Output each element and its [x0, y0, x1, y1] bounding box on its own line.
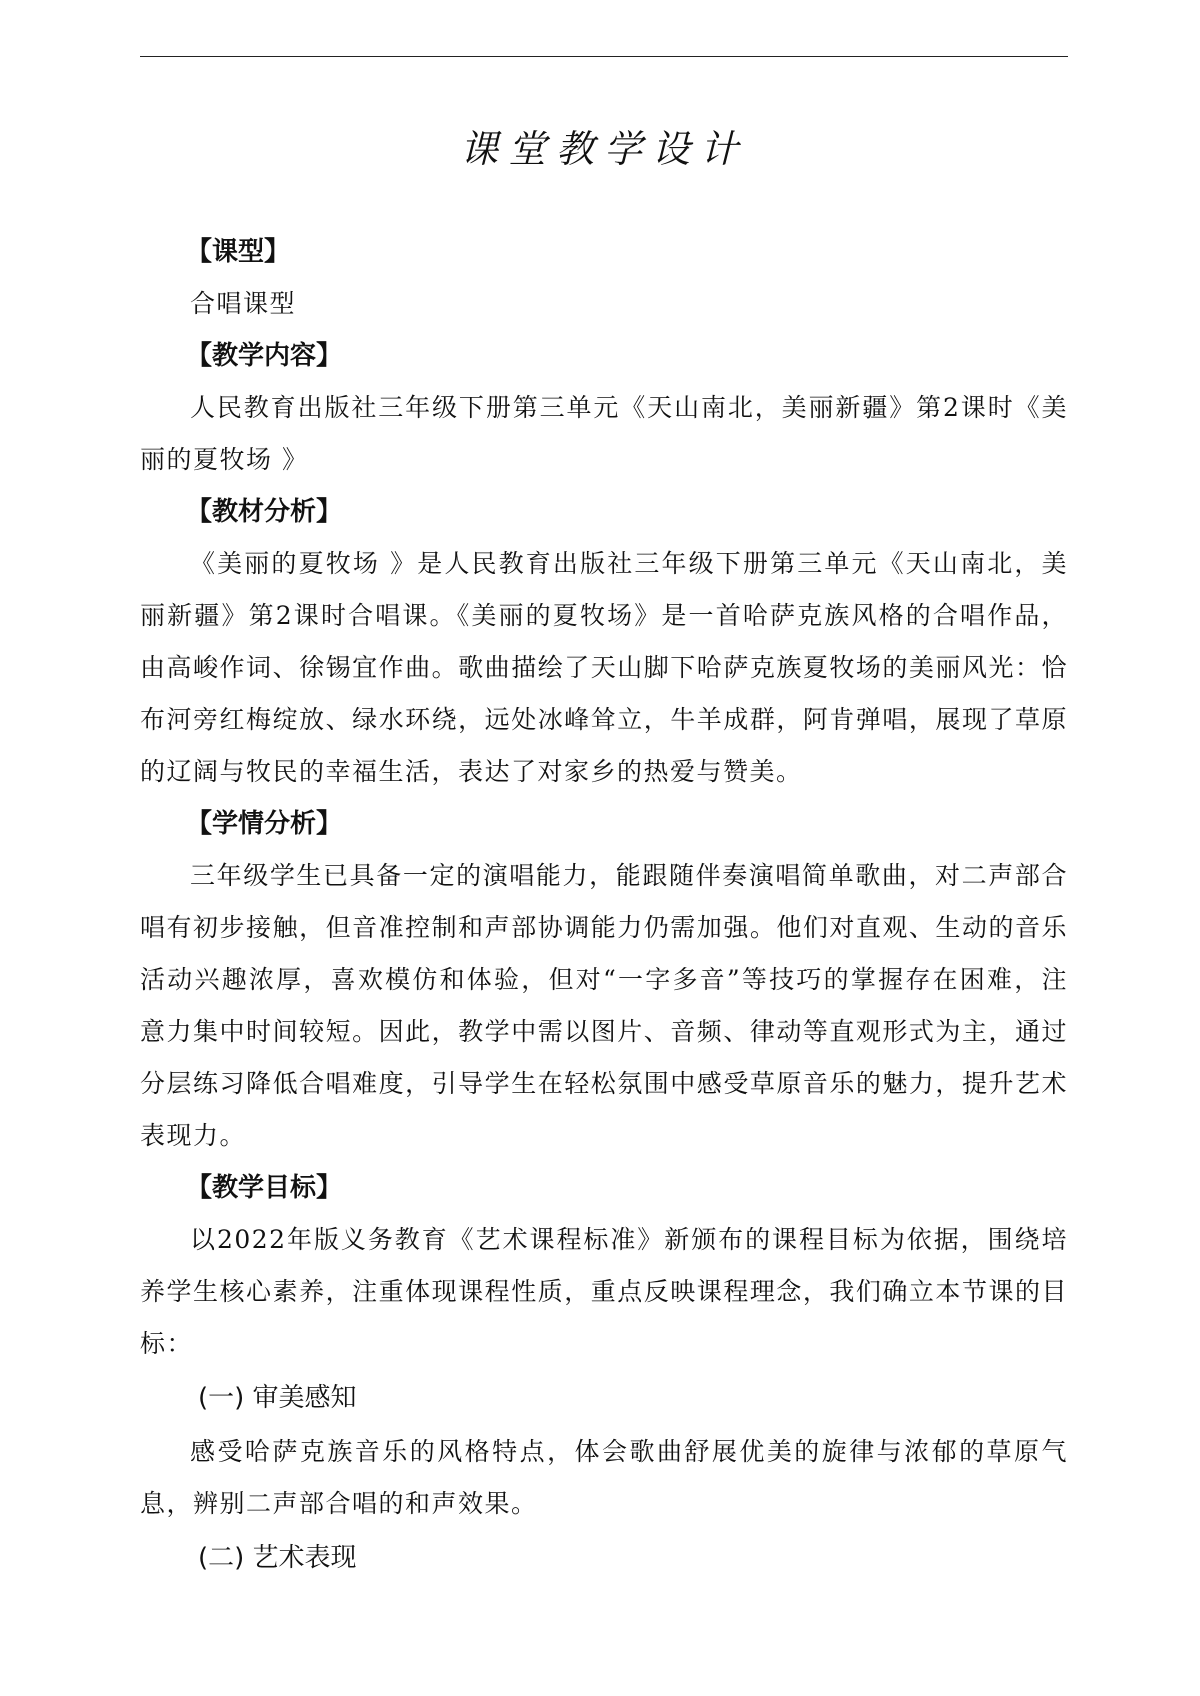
section-paragraph: 以2022年版义务教育《艺术课程标准》新颁布的课程目标为依据，围绕培养学生核心素养，注重体现课程性质，重点反映课程理念，我们确立本节课的目标：	[140, 1225, 1068, 1358]
section-paragraph: 人民教育出版社三年级下册第三单元《天山南北，美丽新疆》第2课时《美丽的夏牧场 》	[140, 393, 1068, 474]
section-paragraph: 三年级学生已具备一定的演唱能力，能跟随伴奏演唱简单歌曲，对二声部合唱有初步接触，但音准控制和声部协调能力仍需加强。他们对直观、生动的音乐活动兴趣浓厚，喜欢模仿和体验，但对“一字多音”等技巧的掌握存在困难，注意力集中时间较短。因此，教学中需以图片、音频、律动等直观形式为主，通过分层练习降低合唱难度，引导学生在轻松氛围中感受草原音乐的魅力，提升艺术表现力。	[140, 861, 1068, 1150]
section-heading: 【教材分析】	[186, 497, 343, 527]
goal-artistic-expression	[140, 1530, 1068, 1586]
header-rule	[140, 56, 1068, 57]
goal-paragraph: 感受哈萨克族音乐的风格特点，体会歌曲舒展优美的旋律与浓郁的草原气息，辨别二声部合唱的和声效果。	[140, 1437, 1068, 1518]
section-heading: 【教学目标】	[186, 1173, 343, 1203]
section-lesson-type	[140, 226, 1068, 330]
section-heading: 【课型】	[186, 237, 291, 267]
document-title: 课堂教学设计	[459, 127, 748, 171]
section-teaching-content	[140, 330, 1068, 486]
goal-heading: (二) 艺术表现	[198, 1543, 357, 1573]
section-student-analysis	[140, 798, 1068, 1162]
section-teaching-goals	[140, 1162, 1068, 1370]
goal-heading: (一) 审美感知	[198, 1383, 357, 1413]
section-textbook-analysis	[140, 486, 1068, 798]
document-body	[140, 226, 1068, 1586]
section-paragraph: 《美丽的夏牧场 》是人民教育出版社三年级下册第三单元《天山南北，美丽新疆》第2课时合唱课。《美丽的夏牧场》是一首哈萨克族风格的合唱作品，由高峻作词、徐锡宜作曲。歌曲描绘了天山脚下哈萨克族夏牧场的美丽风光：恰布河旁红梅绽放、绿水环绕，远处冰峰耸立，牛羊成群，阿肯弹唱，展现了草原的辽阔与牧民的幸福生活，表达了对家乡的热爱与赞美。	[140, 549, 1068, 786]
section-heading: 【学情分析】	[186, 809, 343, 839]
section-paragraph: 合唱课型	[190, 289, 297, 318]
section-heading: 【教学内容】	[186, 341, 343, 371]
goal-aesthetic-perception	[140, 1370, 1068, 1530]
